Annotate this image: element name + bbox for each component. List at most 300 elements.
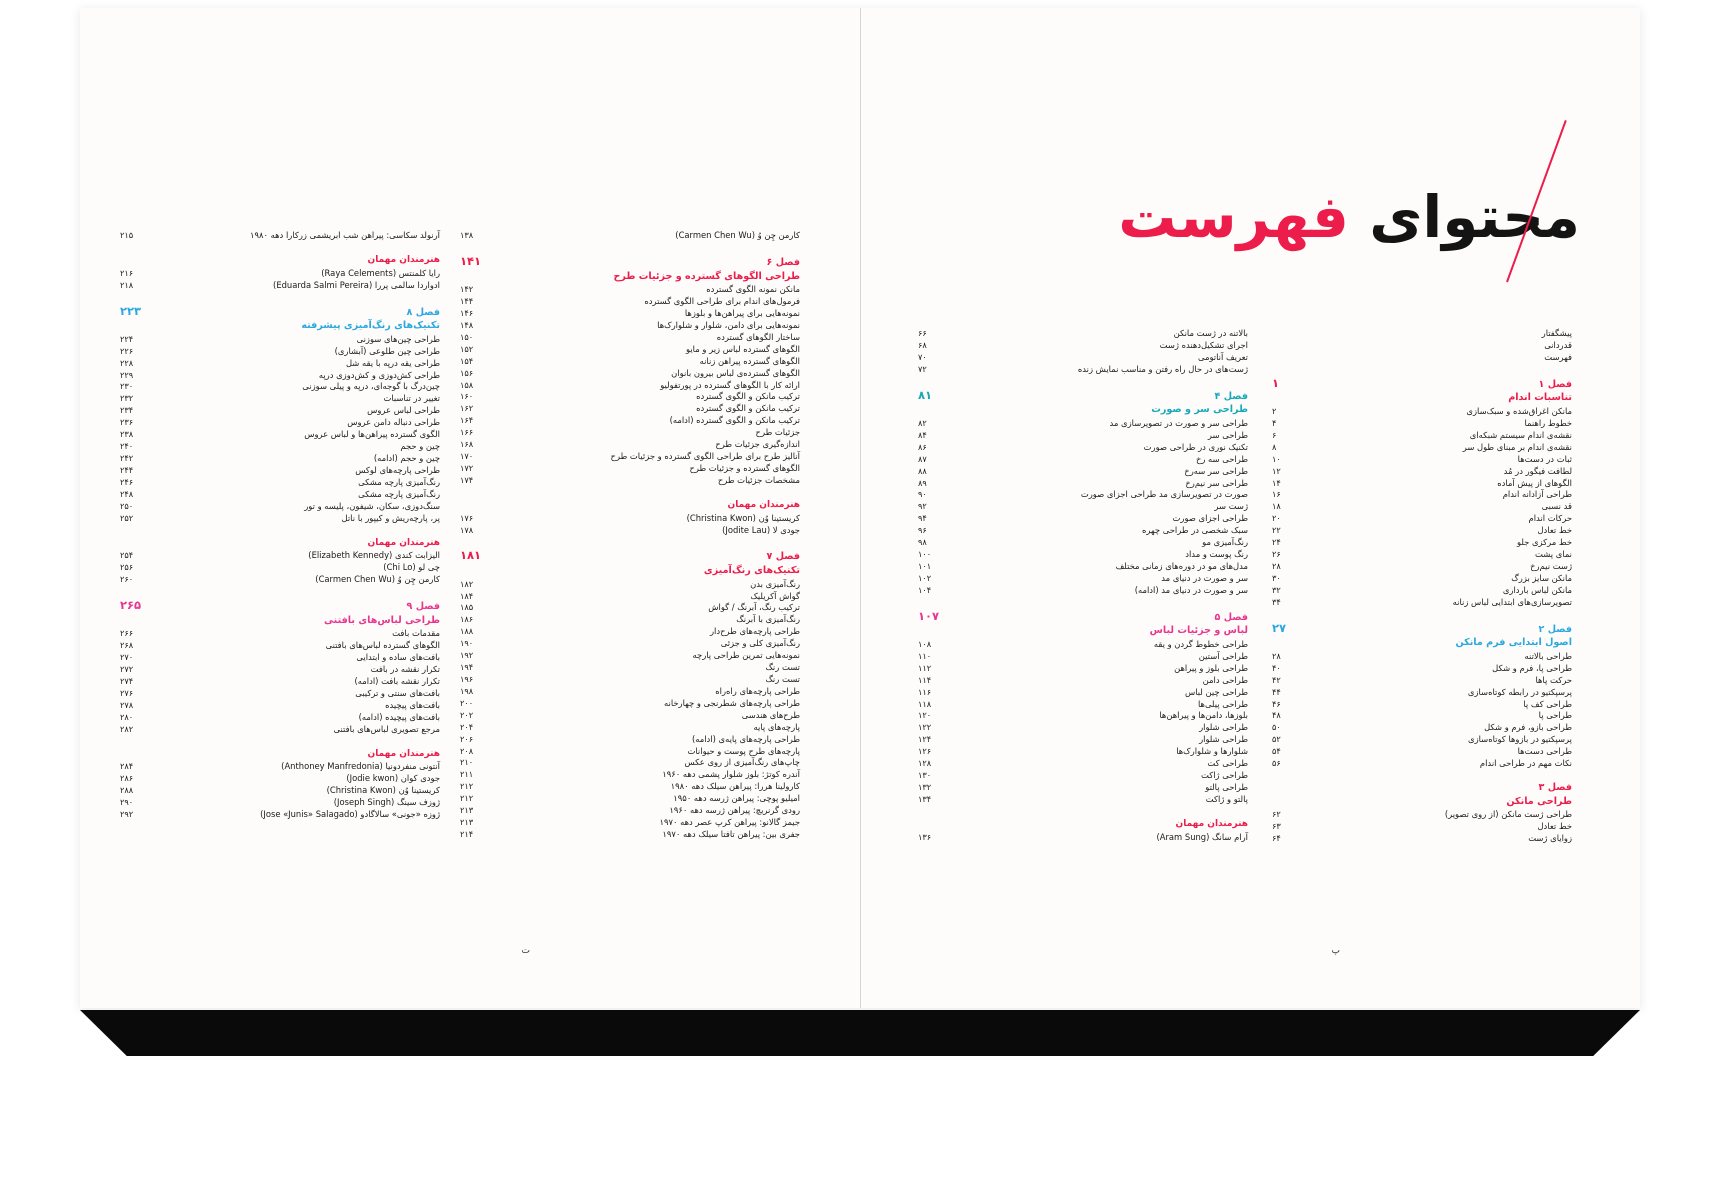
toc-entry-label: طراحی لباس عروس	[367, 405, 440, 416]
toc-entry[interactable]	[1272, 478, 1572, 490]
toc-entry-label: بافت‌های سنتی و ترکیبی	[355, 687, 440, 698]
toc-entry[interactable]	[918, 454, 1248, 466]
toc-entry-page: ۲۰۴	[460, 721, 474, 732]
toc-entry[interactable]	[460, 626, 800, 638]
toc-entry[interactable]	[460, 513, 800, 525]
toc-entry[interactable]	[120, 652, 440, 664]
toc-entry-page: ۳۰	[1272, 572, 1281, 583]
toc-entry-label: مدل‌های مو در دوره‌های زمانی مختلف	[1115, 560, 1248, 571]
toc-entry-label: آنتونی منفردونیا (Anthoney Manfredonia)	[281, 761, 440, 772]
toc-entry-page: ۲۸۲	[120, 723, 134, 734]
toc-entry[interactable]	[1272, 340, 1572, 352]
toc-entry-page: ۲۲۸	[120, 357, 134, 368]
toc-entry[interactable]	[460, 391, 800, 403]
toc-entry-label: الیزابت کندی (Elizabeth Kennedy)	[308, 550, 440, 561]
toc-entry[interactable]	[1272, 537, 1572, 549]
toc-entry[interactable]	[120, 268, 440, 280]
toc-entry-page: ۱۱۸	[918, 698, 932, 709]
toc-entry[interactable]	[1272, 675, 1572, 687]
toc-entry[interactable]	[460, 614, 800, 626]
toc-entry-label: سنگ‌دوزی، سکان، شیفون، پلیسه و تور	[304, 500, 440, 511]
toc-entry[interactable]	[120, 676, 440, 688]
toc-entry-label: تصویرسازی‌های ابتدایی لباس زنانه	[1452, 596, 1572, 607]
toc-entry[interactable]	[460, 403, 800, 415]
toc-entry-page: ۲۵۰	[120, 500, 134, 511]
toc-entry[interactable]	[120, 489, 440, 501]
toc-entry[interactable]	[1272, 501, 1572, 513]
toc-entry[interactable]	[1272, 430, 1572, 442]
toc-entry[interactable]	[460, 722, 800, 734]
toc-entry-label: خط تعادل	[1537, 525, 1572, 536]
toc-entry-label: اندازه‌گیری جزئیات طرح	[715, 439, 800, 450]
toc-entry-page: ۱۴۲	[460, 284, 474, 295]
toc-entry[interactable]	[460, 525, 800, 537]
toc-entry-page: ۲۱۲	[460, 793, 474, 804]
toc-entry[interactable]	[460, 475, 800, 487]
toc-entry-page: ۱۲۸	[918, 758, 932, 769]
toc-entry[interactable]	[1272, 597, 1572, 609]
toc-entry-page: ۲۳۰	[120, 381, 134, 392]
toc-entry[interactable]	[918, 710, 1248, 722]
toc-entry-label: طراحی پارچه‌های شطرنجی و چهارخانه	[664, 697, 800, 708]
toc-entry[interactable]	[918, 466, 1248, 478]
toc-entry-page: ۸۸	[918, 465, 927, 476]
toc-entry[interactable]	[460, 284, 800, 296]
toc-entry[interactable]	[918, 430, 1248, 442]
toc-chapter-heading[interactable]	[120, 597, 440, 627]
toc-entry-label: تعریف آناتومی	[1198, 351, 1248, 362]
toc-entry-page: ۲۱۰	[460, 757, 474, 768]
toc-entry[interactable]	[1272, 833, 1572, 845]
toc-entry[interactable]	[1272, 406, 1572, 418]
toc-chapter-title: تکنیک‌های رنگ‌آمیزی	[703, 565, 800, 577]
toc-guest-label: هنرمندان مهمان	[367, 537, 440, 548]
toc-entry[interactable]	[918, 352, 1248, 364]
toc-entry[interactable]	[120, 405, 440, 417]
toc-entry-page: ۲۸۴	[120, 761, 134, 772]
toc-entry[interactable]	[120, 417, 440, 429]
toc-entry[interactable]	[918, 687, 1248, 699]
toc-entry[interactable]	[918, 364, 1248, 376]
toc-entry[interactable]	[1272, 651, 1572, 663]
toc-entry-label: طراحی پا	[1538, 710, 1572, 721]
toc-entry-label: رنگ‌آمیزی مو	[1202, 537, 1248, 548]
toc-entry[interactable]	[120, 346, 440, 358]
toc-entry[interactable]	[460, 757, 800, 769]
toc-entry-page: ۲۳۲	[120, 393, 134, 404]
toc-column-2	[918, 328, 1248, 844]
toc-entry[interactable]	[918, 442, 1248, 454]
toc-entry[interactable]	[460, 332, 800, 344]
toc-entry-label: ترکیب رنگ، آبرنگ / گواش	[708, 602, 800, 613]
toc-entry-label: طراحی پارچه‌های پایه‌ی (ادامه)	[691, 733, 800, 744]
toc-entry[interactable]	[460, 356, 800, 368]
toc-chapter-page: ۱۴۱	[460, 253, 482, 268]
toc-entry-label: آنالیز طرح برای طراحی الگوی گسترده و جزئیات طرح	[610, 451, 800, 462]
toc-entry[interactable]	[1272, 418, 1572, 430]
toc-chapter-heading[interactable]	[1272, 375, 1572, 405]
toc-entry[interactable]	[1272, 489, 1572, 501]
toc-entry[interactable]	[120, 628, 440, 640]
toc-entry[interactable]	[120, 513, 440, 525]
toc-entry[interactable]	[460, 230, 800, 242]
toc-entry-page: ۱۵۲	[460, 343, 474, 354]
toc-entry[interactable]	[120, 358, 440, 370]
toc-entry[interactable]	[460, 602, 800, 614]
toc-chapter-number: فصل ۳	[1538, 782, 1572, 794]
toc-entry-page: ۲۴	[1272, 537, 1281, 548]
toc-entry[interactable]	[1272, 585, 1572, 597]
toc-entry-label: پر، پارچه‌ریش و کیپور با ناتل	[341, 512, 440, 523]
toc-entry-page: ۱۵۸	[460, 379, 474, 390]
toc-entry-label: مانکن سایز بزرگ	[1511, 572, 1572, 583]
toc-entry[interactable]	[1272, 573, 1572, 585]
toc-entry[interactable]	[120, 700, 440, 712]
toc-entry-page: ۹۸	[918, 537, 927, 548]
toc-entry-label: پارچه‌های پایه	[753, 721, 800, 732]
toc-entry-label: ژست نیم‌رخ	[1530, 560, 1572, 571]
toc-entry[interactable]	[918, 832, 1248, 844]
toc-entry[interactable]	[460, 591, 800, 603]
toc-entry-label: خط تعادل	[1537, 821, 1572, 832]
toc-entry[interactable]	[120, 797, 440, 809]
toc-entry-label: تست رنگ	[765, 662, 800, 673]
toc-entry[interactable]	[460, 710, 800, 722]
toc-entry[interactable]	[460, 427, 800, 439]
toc-entry-page: ۲۶۸	[120, 640, 134, 651]
toc-entry[interactable]	[460, 638, 800, 650]
toc-entry-page: ۶۶	[918, 328, 927, 338]
toc-entry[interactable]	[1272, 758, 1572, 770]
toc-entry[interactable]	[1272, 722, 1572, 734]
toc-entry[interactable]	[460, 781, 800, 793]
toc-entry[interactable]	[1272, 525, 1572, 537]
toc-entry[interactable]	[918, 489, 1248, 501]
toc-entry-label: مانکن اغراق‌شده و سبک‌سازی	[1466, 405, 1572, 416]
toc-entry-page: ۱۸۲	[460, 578, 474, 589]
toc-entry[interactable]	[460, 368, 800, 380]
toc-entry-page: ۲۴۶	[120, 476, 134, 487]
toc-entry-label: خطوط راهنما	[1524, 417, 1572, 428]
toc-chapter-heading[interactable]	[1272, 781, 1572, 808]
toc-entry[interactable]	[1272, 442, 1572, 454]
toc-entry-page: ۱۱۶	[918, 686, 932, 697]
toc-guest-label: هنرمندان مهمان	[727, 499, 800, 510]
toc-entry-label: طراحی سه رخ	[1195, 453, 1248, 464]
toc-entry-page: ۸۹	[918, 477, 927, 488]
toc-entry[interactable]	[460, 698, 800, 710]
toc-entry[interactable]	[460, 769, 800, 781]
toc-entry[interactable]	[120, 809, 440, 821]
toc-entry-label: ژوزف سینگ (Joseph Singh)	[333, 797, 440, 808]
toc-chapter-heading[interactable]	[918, 608, 1248, 638]
toc-entry[interactable]	[460, 579, 800, 591]
toc-entry-page: ۲۵۶	[120, 562, 134, 573]
toc-entry[interactable]	[120, 441, 440, 453]
toc-guest-heading	[460, 499, 800, 512]
toc-entry-page: ۲۱۶	[120, 267, 134, 278]
toc-entry[interactable]	[918, 639, 1248, 651]
toc-entry[interactable]	[120, 785, 440, 797]
toc-chapter-title: طراحی مانکن	[1506, 795, 1572, 807]
toc-entry-label: چی لو (Chi Lo)	[383, 562, 440, 573]
toc-entry[interactable]	[460, 320, 800, 332]
toc-entry[interactable]	[460, 734, 800, 746]
toc-entry[interactable]	[460, 415, 800, 427]
toc-entry[interactable]	[120, 280, 440, 292]
toc-entry-page: ۱۵۴	[460, 355, 474, 366]
toc-entry-label: حرکات اندام	[1528, 513, 1572, 524]
toc-entry-page: ۲۴۴	[120, 464, 134, 475]
toc-entry[interactable]	[1272, 328, 1572, 340]
toc-entry-page: ۱۲۲	[918, 722, 932, 733]
toc-entry[interactable]	[120, 381, 440, 393]
toc-entry[interactable]	[460, 746, 800, 758]
toc-entry-label: ادواردا سالمی پررا (Eduarda Salmi Pereira)	[273, 279, 440, 290]
toc-entry-label: مانکن نمونه الگوی گسترده	[706, 284, 800, 295]
toc-chapter-heading[interactable]	[918, 387, 1248, 417]
toc-entry-page: ۱۲۶	[918, 746, 932, 757]
toc-entry[interactable]	[460, 650, 800, 662]
toc-entry[interactable]	[918, 501, 1248, 513]
toc-entry-label: پالتو و ژاکت	[1205, 793, 1248, 804]
page-title-plain: محتوای	[1369, 183, 1580, 251]
toc-entry-page: ۱۶۴	[460, 415, 474, 426]
toc-entry[interactable]	[918, 537, 1248, 549]
toc-entry[interactable]	[918, 663, 1248, 675]
toc-entry-label: پرسپکتیو در رابطه کوتاه‌سازی	[1467, 686, 1572, 697]
toc-entry-page: ۱۳۶	[918, 831, 932, 842]
toc-entry[interactable]	[918, 746, 1248, 758]
toc-entry-label: رنگ‌آمیزی با آبرنگ	[736, 614, 800, 625]
toc-entry[interactable]	[918, 573, 1248, 585]
toc-entry[interactable]	[918, 794, 1248, 806]
toc-chapter-heading[interactable]	[460, 253, 800, 283]
toc-entry-page: ۲۷۶	[120, 687, 134, 698]
toc-entry[interactable]	[120, 230, 440, 242]
toc-entry-label: چین و حجم (ادامه)	[373, 452, 440, 463]
toc-entry-page: ۲۲۴	[120, 333, 134, 344]
toc-entry-label: سبک شخصی در طراحی چهره	[1142, 525, 1248, 536]
toc-chapter-page: ۲۲۳	[120, 303, 142, 318]
toc-entry[interactable]	[1272, 746, 1572, 758]
toc-entry[interactable]	[918, 651, 1248, 663]
toc-entry[interactable]	[918, 675, 1248, 687]
toc-entry-page: ۲۹۰	[120, 797, 134, 808]
toc-entry-label: طراحی پا، فرم و شکل	[1492, 662, 1572, 673]
toc-entry-label: نکات مهم در طراحی اندام	[1479, 758, 1572, 769]
toc-entry[interactable]	[460, 805, 800, 817]
toc-entry[interactable]	[1272, 809, 1572, 821]
toc-entry[interactable]	[918, 478, 1248, 490]
toc-entry[interactable]	[120, 688, 440, 700]
toc-entry[interactable]	[918, 561, 1248, 573]
toc-entry-page: ۱۴۶	[460, 307, 474, 318]
toc-entry[interactable]	[120, 773, 440, 785]
toc-entry-page: ۹۰	[918, 489, 927, 500]
toc-entry[interactable]	[460, 793, 800, 805]
toc-entry-page: ۲۲۶	[120, 345, 134, 356]
toc-entry-page: ۱۱۴	[918, 674, 932, 685]
toc-entry-page: ۱۰۰	[918, 549, 932, 560]
toc-entry[interactable]	[1272, 710, 1572, 722]
toc-entry-page: ۵۶	[1272, 758, 1281, 769]
toc-entry-label: مرجع تصویری لباس‌های بافتنی	[333, 723, 440, 734]
toc-entry[interactable]	[918, 722, 1248, 734]
toc-entry[interactable]	[1272, 663, 1572, 675]
toc-entry[interactable]	[1272, 687, 1572, 699]
toc-entry[interactable]	[460, 817, 800, 829]
toc-entry-label: رایا کلمنتس (Raya Celements)	[321, 267, 440, 278]
toc-entry-label: ژوزه «جونی» سالاگادو (Jose «Junis» Salagado)	[260, 809, 440, 819]
toc-entry[interactable]	[918, 758, 1248, 770]
toc-entry[interactable]	[918, 525, 1248, 537]
toc-chapter-heading[interactable]	[460, 547, 800, 577]
toc-entry[interactable]	[918, 782, 1248, 794]
toc-entry-page: ۶۳	[1272, 821, 1281, 832]
toc-entry[interactable]	[460, 463, 800, 475]
toc-chapter-number: فصل ۹	[406, 601, 440, 613]
toc-entry-page: ۶۲	[1272, 809, 1281, 820]
toc-entry[interactable]	[460, 296, 800, 308]
toc-entry-label: طراحی بازو، فرم و شکل	[1484, 722, 1572, 733]
toc-entry-label: طراحی ژست مانکن (از روی تصویر)	[1444, 809, 1572, 820]
toc-entry[interactable]	[460, 662, 800, 674]
toc-entry[interactable]	[918, 328, 1248, 340]
toc-entry[interactable]	[460, 344, 800, 356]
toc-entry[interactable]	[120, 453, 440, 465]
toc-entry-page: ۱۸۵	[460, 602, 474, 613]
toc-entry-page: ۲۸۸	[120, 785, 134, 796]
toc-entry[interactable]	[460, 380, 800, 392]
toc-entry[interactable]	[120, 562, 440, 574]
toc-entry[interactable]	[918, 734, 1248, 746]
toc-chapter-title: طراحی لباس‌های بافتنی	[323, 614, 440, 626]
toc-entry[interactable]	[918, 418, 1248, 430]
toc-entry[interactable]	[918, 770, 1248, 782]
toc-chapter-number: فصل ۶	[766, 256, 800, 268]
toc-entry-page: ۲۰۶	[460, 733, 474, 744]
toc-entry-page: ۱۸۴	[460, 590, 474, 601]
toc-entry-label: طراحی ژاکت	[1200, 770, 1248, 781]
toc-entry-label: کارمن چِن وُ (Carmen Chen Wu)	[675, 230, 800, 240]
toc-entry[interactable]	[460, 308, 800, 320]
toc-entry[interactable]	[120, 477, 440, 489]
toc-entry[interactable]	[120, 429, 440, 441]
toc-entry-page: ۱۹۰	[460, 638, 474, 649]
toc-entry[interactable]	[120, 761, 440, 773]
toc-entry[interactable]	[120, 640, 440, 652]
toc-entry[interactable]	[120, 724, 440, 736]
toc-entry-page: ۲۶۰	[120, 574, 134, 585]
toc-entry[interactable]	[1272, 734, 1572, 746]
toc-entry-label: گواش آکریلیک	[750, 590, 800, 601]
toc-entry-page: ۱۰۴	[918, 584, 932, 595]
toc-entry[interactable]	[918, 513, 1248, 525]
toc-entry[interactable]	[1272, 454, 1572, 466]
toc-entry-label: طراحی دست‌ها	[1517, 746, 1572, 757]
toc-chapter-title: لباس و جزئیات لباس	[1149, 625, 1248, 637]
toc-entry[interactable]	[918, 340, 1248, 352]
toc-entry-label: طرح‌های هندسی	[741, 709, 800, 720]
toc-entry-label: ارائه کار با الگوهای گسترده در پورتفولیو	[660, 379, 800, 390]
toc-entry[interactable]	[120, 574, 440, 586]
toc-entry[interactable]	[120, 550, 440, 562]
toc-entry-page: ۲۸	[1272, 650, 1281, 661]
toc-entry[interactable]	[120, 334, 440, 346]
toc-entry-label: بافت‌های پیچیده (ادامه)	[358, 711, 440, 722]
toc-guest-label: هنرمندان مهمان	[367, 748, 440, 759]
toc-entry-page: ۲۱۵	[120, 230, 134, 240]
toc-entry-label: طراحی سر	[1207, 429, 1248, 440]
toc-entry[interactable]	[1272, 699, 1572, 711]
toc-entry[interactable]	[1272, 513, 1572, 525]
toc-entry-page: ۷۰	[918, 351, 927, 362]
toc-entry-page: ۳۴	[1272, 596, 1281, 607]
toc-entry-page: ۱۰	[1272, 453, 1281, 464]
left-page	[80, 8, 860, 1008]
toc-entry-label: جودی لا (Jodite Lau)	[722, 524, 800, 535]
toc-entry[interactable]	[918, 699, 1248, 711]
toc-entry-page: ۱۷۰	[460, 451, 474, 462]
toc-entry-page: ۸۲	[918, 417, 927, 428]
toc-entry[interactable]	[460, 451, 800, 463]
toc-entry-page: ۸	[1272, 441, 1277, 452]
toc-entry[interactable]	[1272, 466, 1572, 478]
toc-entry-label: پارچه‌های طرح پوست و حیوانات	[687, 745, 800, 756]
toc-entry-label: شلوارها و شلوارک‌ها	[1176, 746, 1248, 757]
toc-entry-label: پیشگفتار	[1541, 328, 1572, 338]
toc-entry-page: ۶۴	[1272, 833, 1281, 844]
toc-entry[interactable]	[1272, 821, 1572, 833]
toc-entry[interactable]	[460, 674, 800, 686]
toc-entry-page: ۲۷۴	[120, 675, 134, 686]
toc-entry[interactable]	[120, 465, 440, 477]
toc-entry[interactable]	[120, 370, 440, 382]
toc-entry[interactable]	[120, 664, 440, 676]
toc-entry-page: ۱۳۴	[918, 793, 932, 804]
toc-guest-heading	[918, 818, 1248, 831]
toc-entry-label: رنگ‌آمیزی پارچه مشکی	[358, 488, 440, 499]
toc-entry-label: سر و صورت در دنیای مد	[1161, 572, 1248, 583]
toc-entry[interactable]	[1272, 549, 1572, 561]
toc-entry[interactable]	[120, 712, 440, 724]
toc-entry-page: ۱۸۶	[460, 614, 474, 625]
toc-entry-label: تکرار نقشه بافت (ادامه)	[354, 675, 440, 686]
toc-entry[interactable]	[918, 585, 1248, 597]
toc-entry-page: ۴	[1272, 417, 1277, 428]
toc-entry[interactable]	[460, 686, 800, 698]
toc-entry-label: طراحی آزادانه اندام	[1502, 489, 1572, 500]
toc-entry[interactable]	[1272, 561, 1572, 573]
toc-entry-page: ۳۲	[1272, 584, 1281, 595]
toc-entry[interactable]	[460, 829, 800, 841]
toc-chapter-heading[interactable]	[1272, 620, 1572, 650]
toc-entry[interactable]	[918, 549, 1248, 561]
toc-entry[interactable]	[120, 501, 440, 513]
toc-column-4	[120, 230, 440, 821]
toc-entry-label: تکرار نقشه در بافت	[370, 664, 440, 675]
toc-entry-label: ترکیب مانکن و الگوی گسترده	[696, 403, 800, 414]
toc-entry[interactable]	[120, 393, 440, 405]
toc-entry-label: ژست‌های در حال راه رفتن و مناسب نمایش زنده	[1077, 363, 1248, 374]
toc-entry-label: فرمول‌های اندام برای طراحی الگوی گسترده	[644, 296, 800, 307]
toc-entry-label: طراحی چین‌های سوزنی	[356, 333, 440, 344]
toc-chapter-heading[interactable]	[120, 303, 440, 333]
toc-entry-label: رنگ پوست و مداد	[1185, 549, 1248, 560]
toc-entry[interactable]	[1272, 352, 1572, 364]
toc-entry[interactable]	[460, 439, 800, 451]
